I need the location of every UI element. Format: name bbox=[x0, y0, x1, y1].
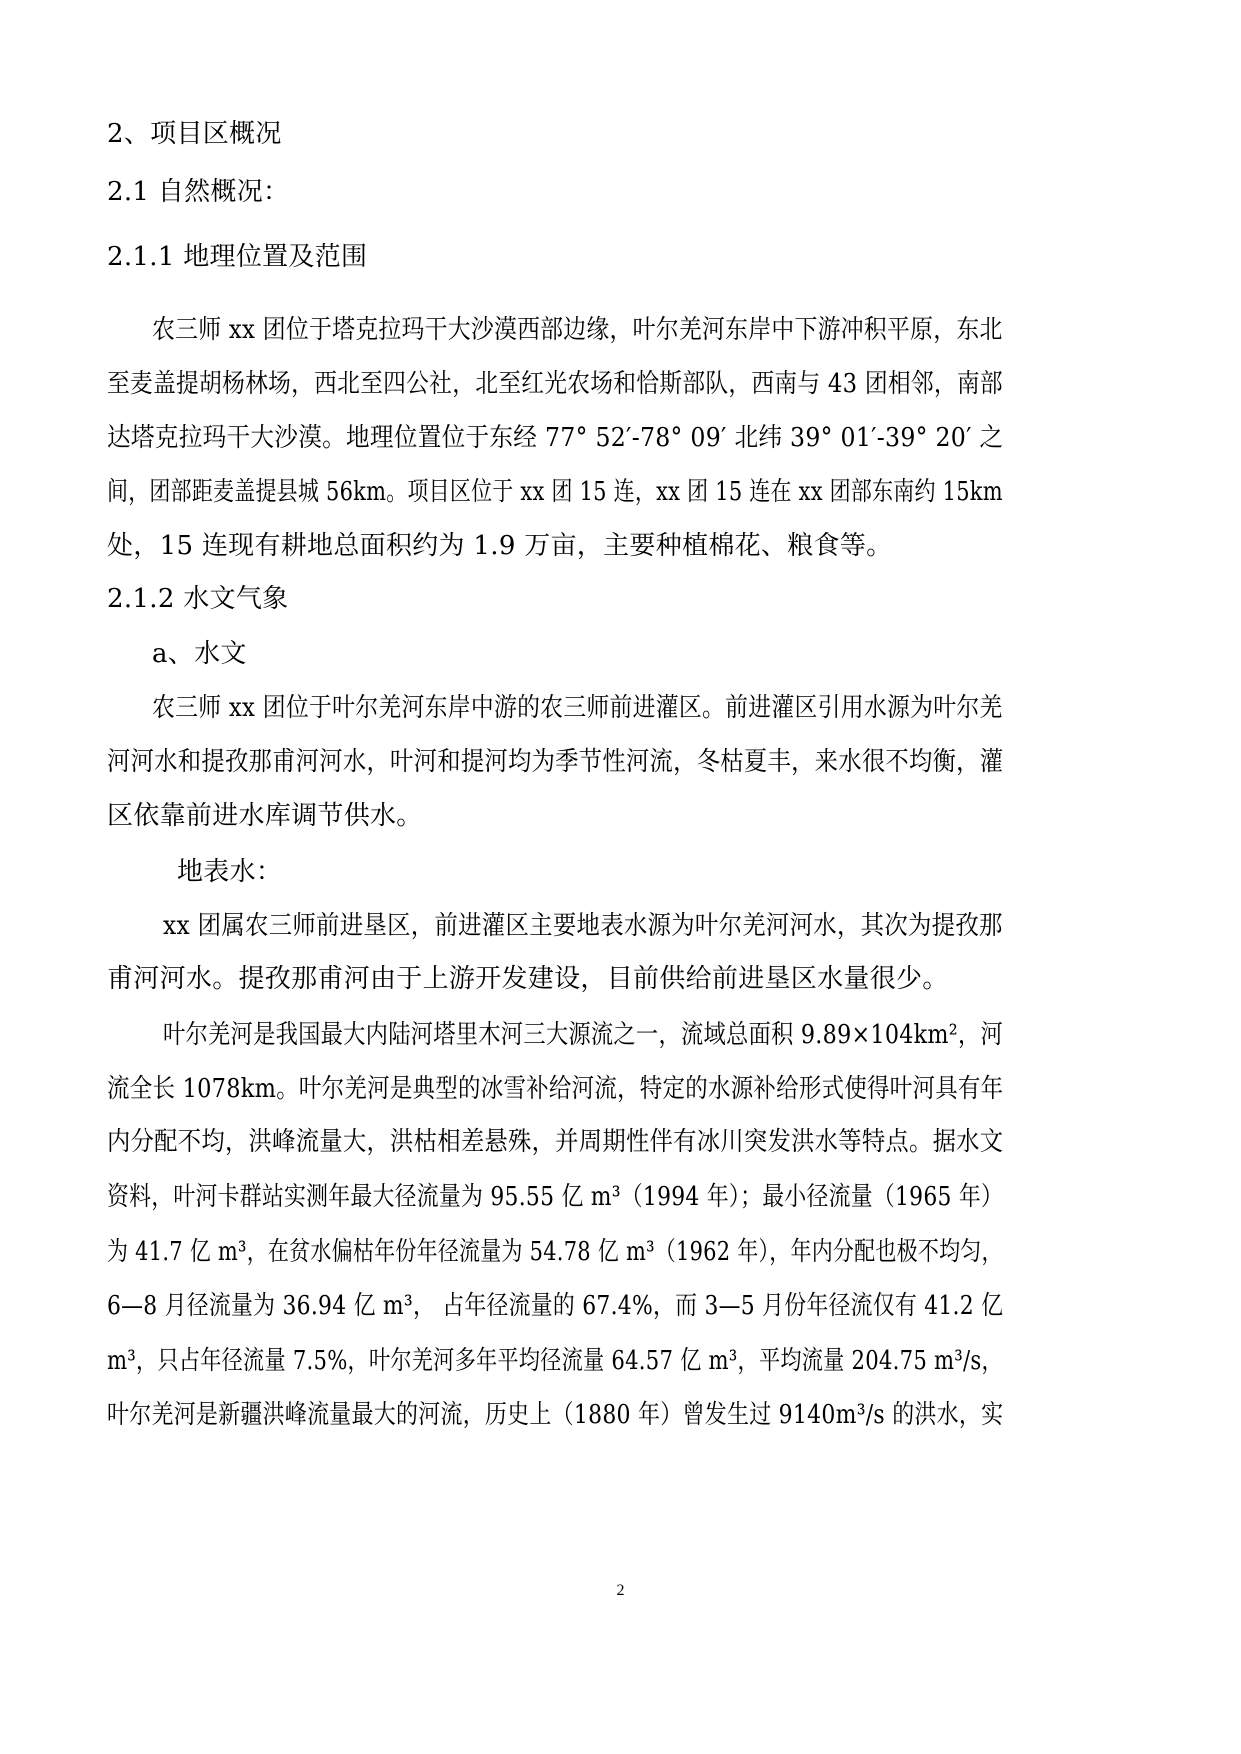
paragraph-line: 内分配不均，洪峰流量大，洪枯相差悬殊，并周期性伴有冰川突发洪水等特点。据水文 bbox=[107, 1127, 1004, 1157]
paragraph-line: 区依靠前进水库调节供水。 bbox=[107, 801, 423, 831]
paragraph-line: 处，15 连现有耕地总面积约为 1.9 万亩，主要种植棉花、粮食等。 bbox=[107, 531, 893, 561]
sub-item-label: a、水文 bbox=[152, 639, 247, 669]
section-heading: 2、项目区概况 bbox=[107, 119, 282, 149]
paragraph-line: xx 团属农三师前进垦区，前进灌区主要地表水源为叶尔羌河河水，其次为提孜那 bbox=[163, 911, 1003, 941]
sub-item-label: 地表水： bbox=[177, 857, 283, 887]
subsection-heading: 2.1.2 水文气象 bbox=[107, 584, 289, 614]
paragraph-line: 6—8 月径流量为 36.94 亿 m³， 占年径流量的 67.4%，而 3—5 月份年径流仅有 41.2 亿 bbox=[107, 1291, 1004, 1321]
paragraph-line: 至麦盖提胡杨林场，西北至四公社，北至红光农场和恰斯部队，西南与 43 团相邻，南部 bbox=[107, 369, 1003, 399]
paragraph-line: m³，只占年径流量 7.5%，叶尔羌河多年平均径流量 64.57 亿 m³，平均流量 204.75 m³/s， bbox=[107, 1346, 1003, 1376]
subsection-heading: 2.1.1 地理位置及范围 bbox=[107, 242, 368, 272]
paragraph-line: 农三师 xx 团位于叶尔羌河东岸中游的农三师前进灌区。前进灌区引用水源为叶尔羌 bbox=[152, 693, 1003, 723]
paragraph-line: 河河水和提孜那甫河河水，叶河和提河均为季节性河流，冬枯夏丰，来水很不均衡，灌 bbox=[107, 747, 1004, 777]
paragraph-line: 叶尔羌河是我国最大内陆河塔里木河三大源流之一，流域总面积 9.89×104km²，河 bbox=[163, 1020, 1003, 1050]
paragraph-line: 流全长 1078km。叶尔羌河是典型的冰雪补给河流，特定的水源补给形式使得叶河具有年 bbox=[107, 1074, 1004, 1104]
page-number: 2 bbox=[616, 1582, 625, 1599]
paragraph-line: 甫河河水。提孜那甫河由于上游开发建设，目前供给前进垦区水量很少。 bbox=[107, 964, 949, 994]
paragraph-line: 为 41.7 亿 m³，在贫水偏枯年份年径流量为 54.78 亿 m³（1962 年），年内分配也极不均匀， bbox=[107, 1237, 1003, 1267]
paragraph-line: 农三师 xx 团位于塔克拉玛干大沙漠西部边缘，叶尔羌河东岸中下游冲积平原，东北 bbox=[152, 315, 1003, 345]
paragraph-line: 达塔克拉玛干大沙漠。地理位置位于东经 77° 52′-78° 09′ 北纬 39° 01′-39° 20′ 之 bbox=[107, 423, 1004, 453]
paragraph-line: 资料，叶河卡群站实测年最大径流量为 95.55 亿 m³（1994 年）；最小径流量（1965 年） bbox=[107, 1182, 1004, 1212]
paragraph-line: 叶尔羌河是新疆洪峰流量最大的河流，历史上（1880 年）曾发生过 9140m³/s 的洪水，实 bbox=[107, 1400, 1004, 1430]
subsection-heading: 2.1 自然概况： bbox=[107, 177, 290, 207]
paragraph-line: 间，团部距麦盖提县城 56km。项目区位于 xx 团 15 连，xx 团 15 连在 xx 团部东南约 15km bbox=[107, 477, 1003, 507]
